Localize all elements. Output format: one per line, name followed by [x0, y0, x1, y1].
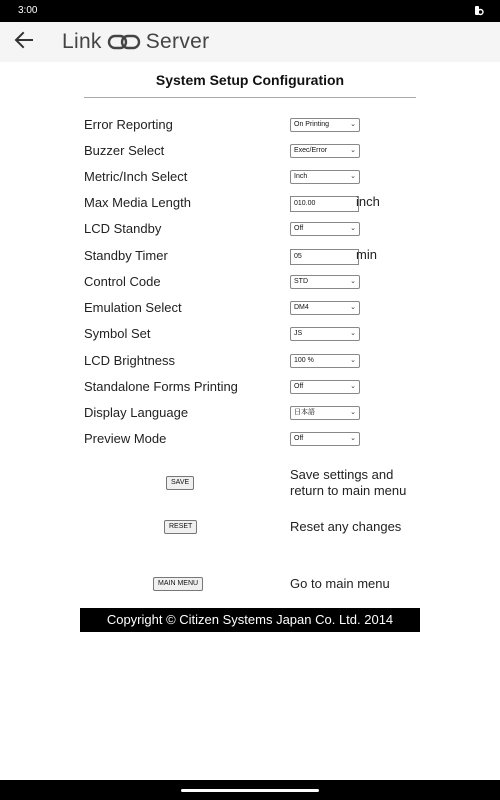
select-value: Inch — [294, 173, 308, 180]
copyright-footer: Copyright © Citizen Systems Japan Co. Ltd. 2014 — [80, 608, 420, 632]
chevron-down-icon: ⌄ — [350, 147, 356, 154]
standalone-forms-select[interactable] — [290, 380, 360, 394]
select-value: Exec/Error — [294, 147, 328, 154]
chain-link-icon — [107, 34, 141, 50]
chevron-down-icon: ⌄ — [350, 173, 356, 180]
select-value: STD — [294, 278, 308, 285]
display-language-select[interactable] — [290, 406, 360, 420]
app-title-left: Link — [62, 30, 102, 53]
max-media-length-input[interactable] — [290, 196, 359, 212]
emulation-select[interactable] — [290, 301, 360, 315]
select-value: Off — [294, 435, 304, 442]
chevron-down-icon: ⌄ — [350, 121, 356, 128]
save-description-line1: Save settings and — [290, 467, 394, 482]
chevron-down-icon: ⌄ — [350, 409, 356, 416]
standby-timer-input[interactable] — [290, 249, 359, 265]
preview-mode-select[interactable] — [290, 432, 360, 446]
save-description — [290, 467, 406, 499]
setting-row-metric-inch — [84, 167, 424, 189]
select-value: Off — [294, 225, 304, 232]
setting-row-lcd-standby — [84, 219, 424, 241]
setting-row-standalone-forms — [84, 377, 424, 399]
setting-label: Metric/Inch Select — [84, 169, 188, 184]
chevron-down-icon: ⌄ — [350, 304, 356, 311]
setting-row-error-reporting — [84, 115, 424, 137]
main-menu-button[interactable]: MAIN MENU — [153, 577, 203, 591]
back-button[interactable] — [12, 30, 36, 54]
setting-label: Max Media Length — [84, 195, 191, 210]
setting-row-control-code — [84, 272, 424, 294]
select-value: On Printing — [294, 121, 330, 128]
control-code-select[interactable] — [290, 275, 360, 289]
page-title: System Setup Configuration — [155, 72, 345, 88]
chevron-down-icon: ⌄ — [350, 225, 356, 232]
lcd-brightness-select[interactable] — [290, 354, 360, 368]
main-menu-description: Go to main menu — [290, 576, 390, 591]
arrow-left-icon — [14, 30, 34, 55]
chevron-down-icon: ⌄ — [350, 357, 356, 364]
app-title-right: Server — [145, 30, 210, 53]
app-title — [62, 30, 209, 54]
home-gesture-handle[interactable] — [181, 789, 319, 792]
error-reporting-select[interactable] — [290, 118, 360, 132]
save-button[interactable]: SAVE — [166, 476, 194, 490]
chevron-down-icon: ⌄ — [350, 278, 356, 285]
notification-icon — [474, 4, 484, 19]
setting-label: Buzzer Select — [84, 143, 165, 158]
setting-label: LCD Standby — [84, 221, 162, 236]
unit-label: min — [356, 247, 377, 262]
setting-row-lcd-brightness — [84, 351, 424, 373]
status-time: 3:00 — [18, 5, 38, 16]
setting-label: Standby Timer — [84, 248, 168, 263]
chevron-down-icon: ⌄ — [350, 330, 356, 337]
setting-label: Display Language — [84, 405, 189, 420]
setting-label: Error Reporting — [84, 117, 173, 132]
navigation-bar — [0, 780, 500, 800]
setting-row-symbol-set — [84, 324, 424, 346]
setting-row-max-media-length — [84, 193, 424, 215]
setting-label: Preview Mode — [84, 431, 167, 446]
reset-description: Reset any changes — [290, 519, 402, 534]
setting-row-display-language — [84, 403, 424, 425]
setting-label: Emulation Select — [84, 300, 182, 315]
setting-row-buzzer-select — [84, 141, 424, 163]
select-value: Off — [294, 383, 304, 390]
buzzer-select[interactable] — [290, 144, 360, 158]
lcd-standby-select[interactable] — [290, 222, 360, 236]
select-value: JS — [294, 330, 303, 337]
status-bar — [0, 0, 500, 22]
select-value: 日本語 — [294, 409, 315, 416]
reset-button[interactable]: RESET — [164, 520, 197, 534]
select-value: DM4 — [294, 304, 309, 311]
setting-label: Symbol Set — [84, 326, 151, 341]
symbol-set-select[interactable] — [290, 327, 360, 341]
chevron-down-icon: ⌄ — [350, 383, 356, 390]
unit-label: inch — [356, 194, 380, 209]
app-bar — [0, 22, 500, 62]
select-value: 100 % — [294, 357, 314, 364]
setting-label: Standalone Forms Printing — [84, 379, 238, 394]
heading-divider — [84, 97, 416, 98]
setting-label: Control Code — [84, 274, 161, 289]
metric-inch-select[interactable] — [290, 170, 360, 184]
setting-row-preview-mode — [84, 429, 424, 451]
setting-row-standby-timer — [84, 246, 424, 268]
save-description-line2: return to main menu — [290, 483, 407, 498]
chevron-down-icon: ⌄ — [350, 435, 356, 442]
setting-label: LCD Brightness — [84, 353, 176, 368]
setting-row-emulation-select — [84, 298, 424, 320]
